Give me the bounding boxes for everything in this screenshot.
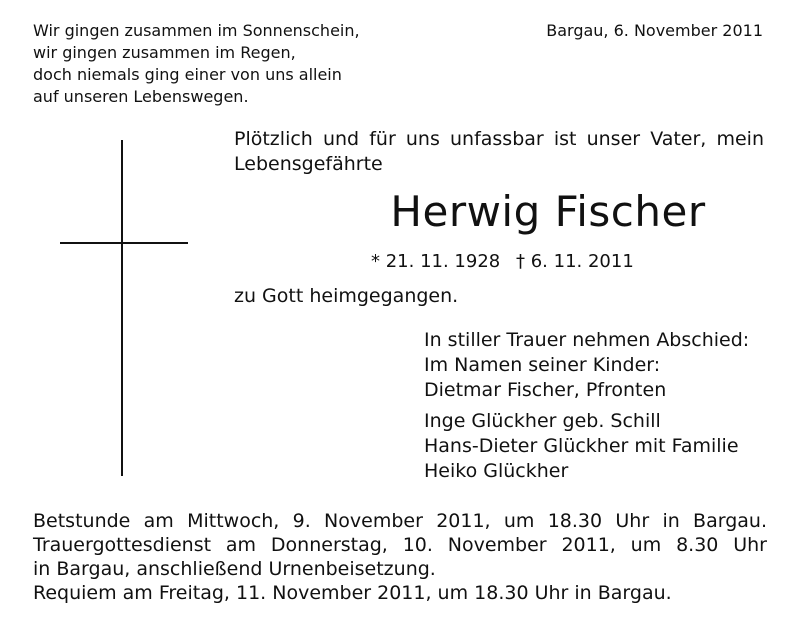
passed-away-text: zu Gott heimgegangen. xyxy=(234,285,459,307)
birth-date: * 21. 11. 1928 xyxy=(371,251,501,272)
service-line: Trauergottesdienst am Donnerstag, 10. November 2011, um 8.30 Uhr xyxy=(33,534,767,556)
mourners-line: Dietmar Fischer, Pfronten xyxy=(424,379,667,401)
poem-line: doch niemals ging einer von uns allein xyxy=(33,65,342,84)
poem-line: Wir gingen zusammen im Sonnenschein, xyxy=(33,21,360,40)
poem-line: wir gingen zusammen im Regen, xyxy=(33,43,296,62)
poem-line: auf unseren Lebenswegen. xyxy=(33,87,249,106)
service-line: Betstunde am Mittwoch, 9. November 2011, um 18.30 Uhr in Bargau. xyxy=(33,510,767,532)
service-line: Requiem am Freitag, 11. November 2011, um 18.30 Uhr in Bargau. xyxy=(33,582,672,604)
intro-text xyxy=(234,127,764,177)
service-schedule xyxy=(33,509,767,605)
intro-line: Lebensgefährte xyxy=(234,153,383,175)
memorial-poem xyxy=(33,20,360,108)
mourners-line: In stiller Trauer nehmen Abschied: xyxy=(424,329,750,351)
place-date: Bargau, 6. November 2011 xyxy=(546,21,763,40)
mourners-line: Im Namen seiner Kinder: xyxy=(424,354,661,376)
cross-icon-bar xyxy=(60,242,188,244)
mourners-line: Hans-Dieter Glückher mit Familie xyxy=(424,435,739,457)
intro-line: Plötzlich und für uns unfassbar ist unser Vater, mein xyxy=(234,128,764,150)
mourners-list xyxy=(424,328,749,484)
mourners-line: Inge Glückher geb. Schill xyxy=(424,410,661,432)
deceased-name: Herwig Fischer xyxy=(390,187,706,236)
mourners-line: Heiko Glückher xyxy=(424,460,569,482)
death-date: † 6. 11. 2011 xyxy=(516,251,634,272)
service-line: in Bargau, anschließend Urnenbeisetzung. xyxy=(33,558,436,580)
